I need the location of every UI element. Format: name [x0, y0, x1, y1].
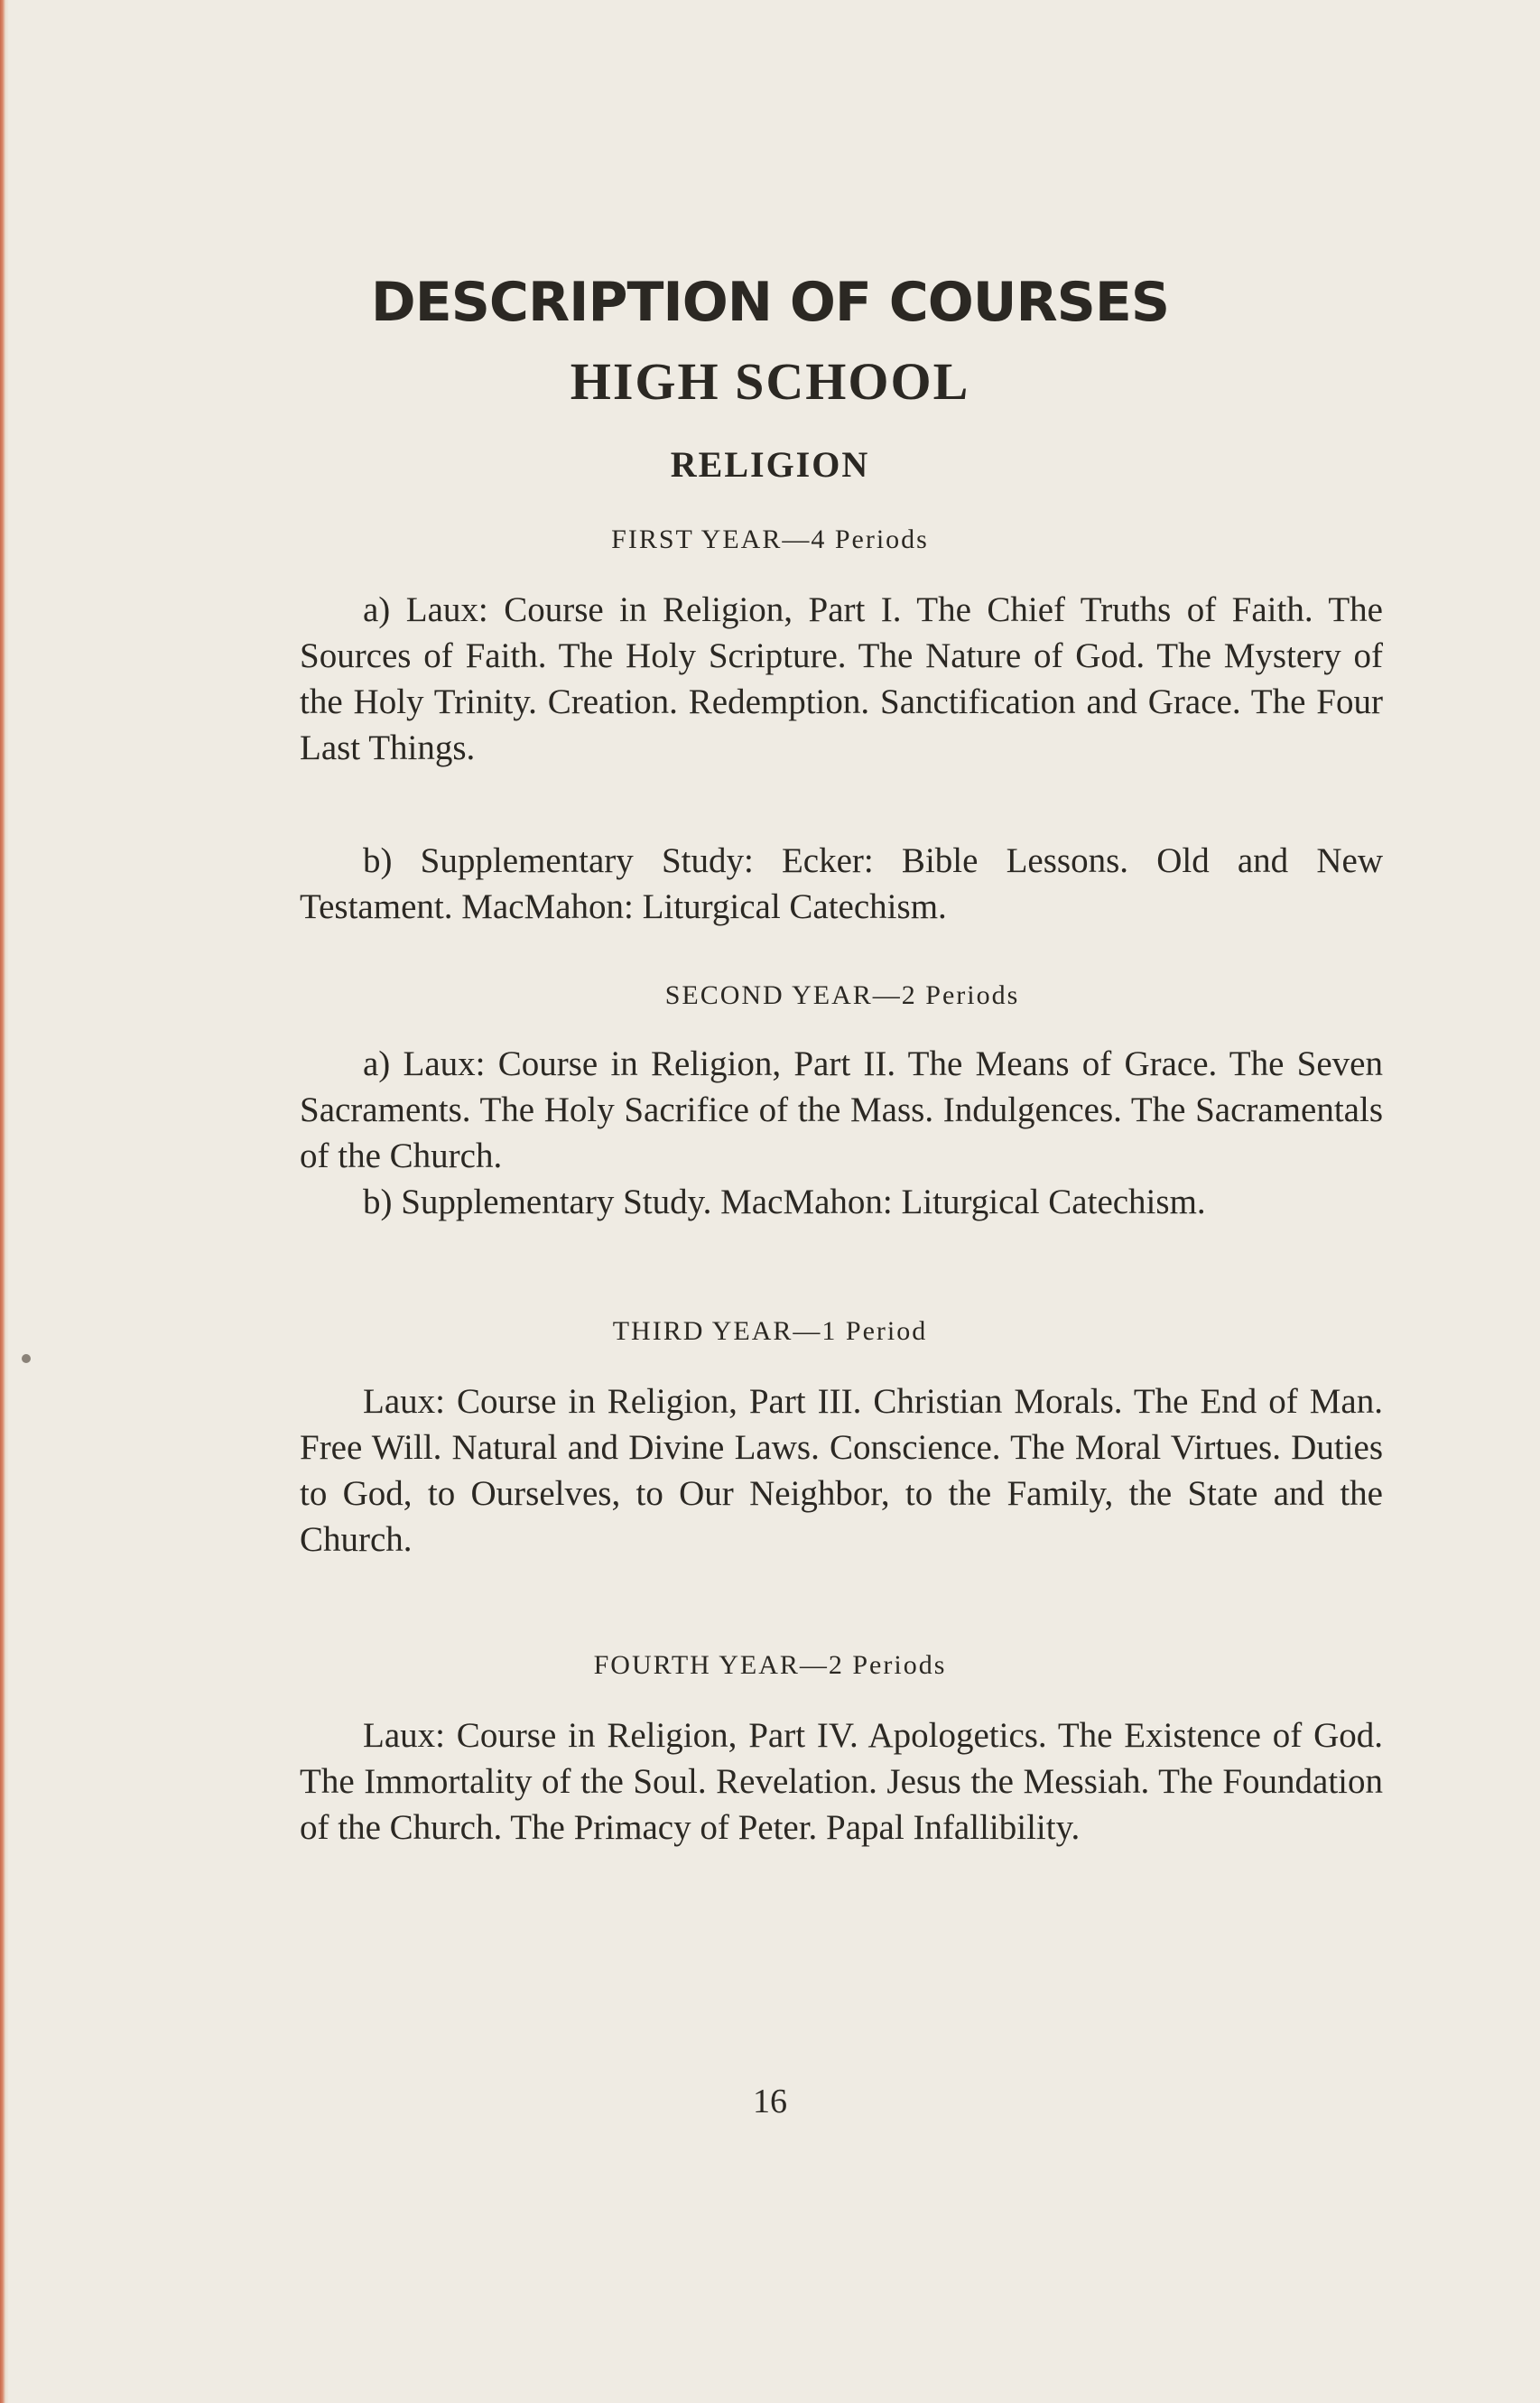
paper-speck: [22, 1354, 31, 1363]
first-year-paragraph-a: a) Laux: Course in Religion, Part I. The Chief Truths of Faith. The Sources of Faith. The Holy Scripture. The Nature of God. The Mystery of the Holy Trinity. Creation. Redemption. Sanctification and Grace. The Four Last Things.: [300, 590, 1383, 767]
page-title: DESCRIPTION OF COURSES: [370, 271, 1170, 334]
page-subtitle: HIGH SCHOOL: [570, 352, 970, 411]
third-year-heading: THIRD YEAR—1 Period: [612, 1316, 928, 1346]
third-year-paragraph: Laux: Course in Religion, Part III. Christian Morals. The End of Man. Free Will. Natural and Divine Laws. Conscience. The Moral Virtues. Duties to God, to Ourselves, to Our Neighbor, to the Family, the State and the Church.: [300, 1382, 1383, 1559]
second-year-paragraph-a: a) Laux: Course in Religion, Part II. The Means of Grace. The Seven Sacraments. The Holy Sacrifice of the Mass. Indulgences. The Sacramentals of the Church.: [300, 1044, 1383, 1175]
fourth-year-paragraph: Laux: Course in Religion, Part IV. Apologetics. The Existence of God. The Immortality of the Soul. Revelation. Jesus the Messiah. The Foundation of the Church. The Primacy of Peter. Papal Infallibility.: [300, 1716, 1383, 1847]
section-title: RELIGION: [670, 444, 870, 485]
first-year-heading: FIRST YEAR—4 Periods: [611, 524, 929, 554]
page-number: 16: [753, 2083, 787, 2120]
second-year-paragraph-b: b) Supplementary Study. MacMahon: Liturgical Catechism.: [363, 1183, 1206, 1221]
first-year-paragraph-b: b) Supplementary Study: Ecker: Bible Lessons. Old and New Testament. MacMahon: Liturgical Catechism.: [300, 841, 1383, 926]
fourth-year-heading: FOURTH YEAR—2 Periods: [593, 1650, 947, 1680]
second-year-heading: SECOND YEAR—2 Periods: [664, 980, 1020, 1010]
